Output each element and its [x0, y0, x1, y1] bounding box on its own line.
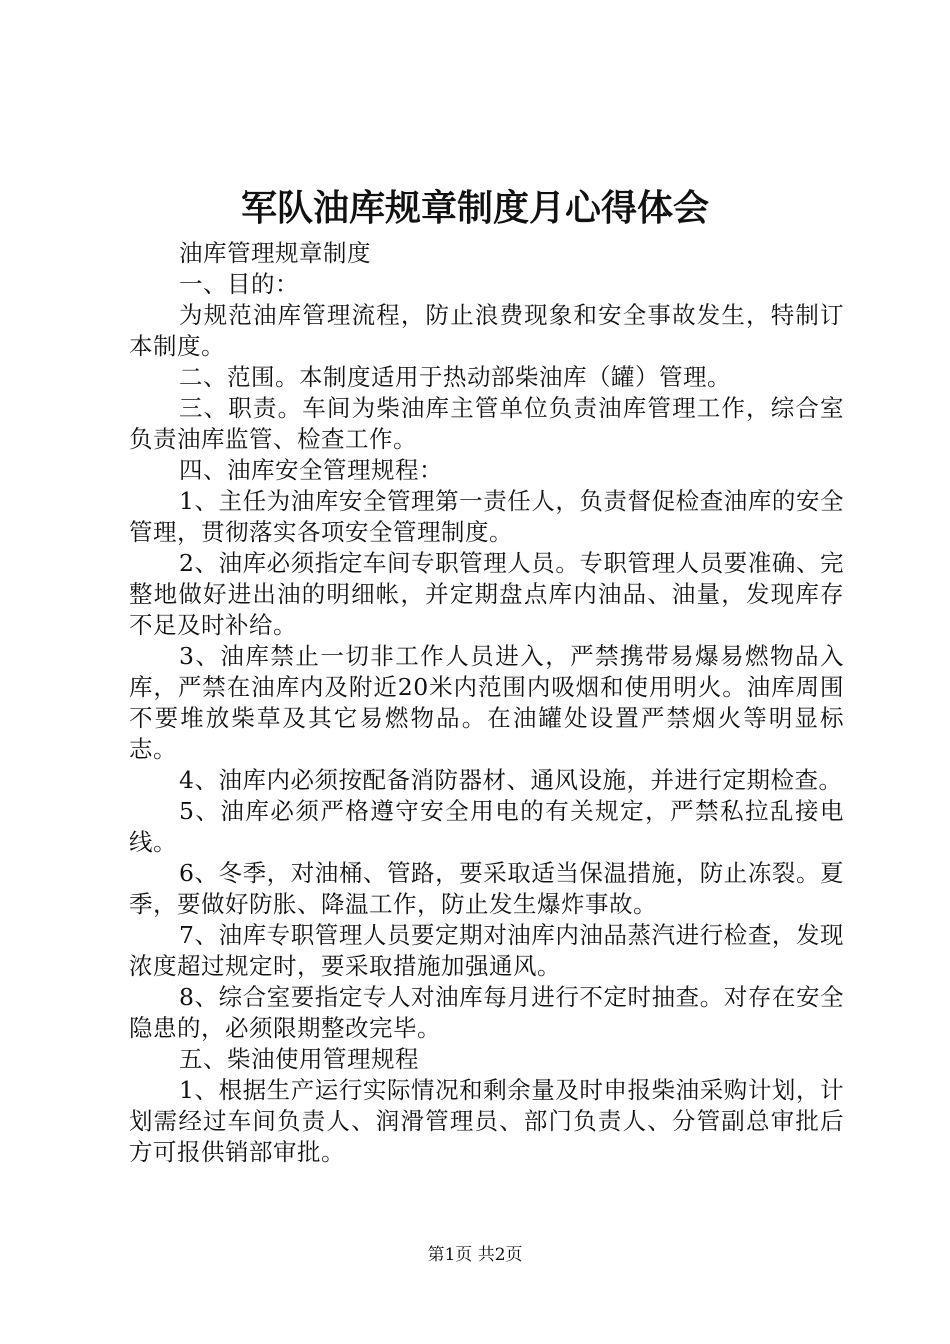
paragraph: 1、根据生产运行实际情况和剩余量及时申报柴油采购计划，计划需经过车间负责人、润滑管理员、部门负责人、分管副总审批后方可报供销部审批。 [129, 1076, 844, 1166]
paragraph: 4、油库内必须按配备消防器材、通风设施，并进行定期检查。 [179, 766, 843, 794]
paragraph: 6、冬季，对油桶、管路，要采取适当保温措施，防止冻裂。夏季，要做好防胀、降温工作，防止发生爆炸事故。 [129, 859, 844, 918]
paragraph: 8、综合室要指定专人对油库每月进行不定时抽查。对存在安全隐患的，必须限期整改完毕。 [129, 983, 844, 1042]
paragraph: 五、柴油使用管理规程 [179, 1045, 419, 1073]
paragraph: 三、职责。车间为柴油库主管单位负责油库管理工作，综合室负责油库监管、检查工作。 [129, 394, 844, 453]
document-body [129, 238, 844, 1168]
paragraph: 油库管理规章制度 [179, 239, 371, 267]
paragraph: 7、油库专职管理人员要定期对油库内油品蒸汽进行检查，发现浓度超过规定时，要采取措施加强通风。 [129, 921, 844, 980]
paragraph: 二、范围。本制度适用于热动部柴油库（罐）管理。 [179, 363, 731, 391]
paragraph: 3、油库禁止一切非工作人员进入，严禁携带易爆易燃物品入库，严禁在油库内及附近20米内范围内吸烟和使用明火。油库周围不要堆放柴草及其它易燃物品。在油罐处设置严禁烟火等明显标志。 [129, 642, 844, 763]
paragraph: 为规范油库管理流程，防止浪费现象和安全事故发生，特制订本制度。 [129, 301, 844, 360]
paragraph: 5、油库必须严格遵守安全用电的有关规定，严禁私拉乱接电线。 [129, 797, 844, 856]
page-footer: 第1页 共2页 [427, 1245, 523, 1265]
document-title: 军队油库规章制度月心得体会 [240, 187, 709, 229]
paragraph: 一、目的： [179, 270, 299, 298]
paragraph: 2、油库必须指定车间专职管理人员。专职管理人员要准确、完整地做好进出油的明细帐，并定期盘点库内油品、油量，发现库存不足及时补给。 [129, 549, 844, 639]
paragraph: 1、主任为油库安全管理第一责任人，负责督促检查油库的安全管理，贯彻落实各项安全管理制度。 [129, 487, 844, 546]
paragraph: 四、油库安全管理规程： [179, 456, 443, 484]
